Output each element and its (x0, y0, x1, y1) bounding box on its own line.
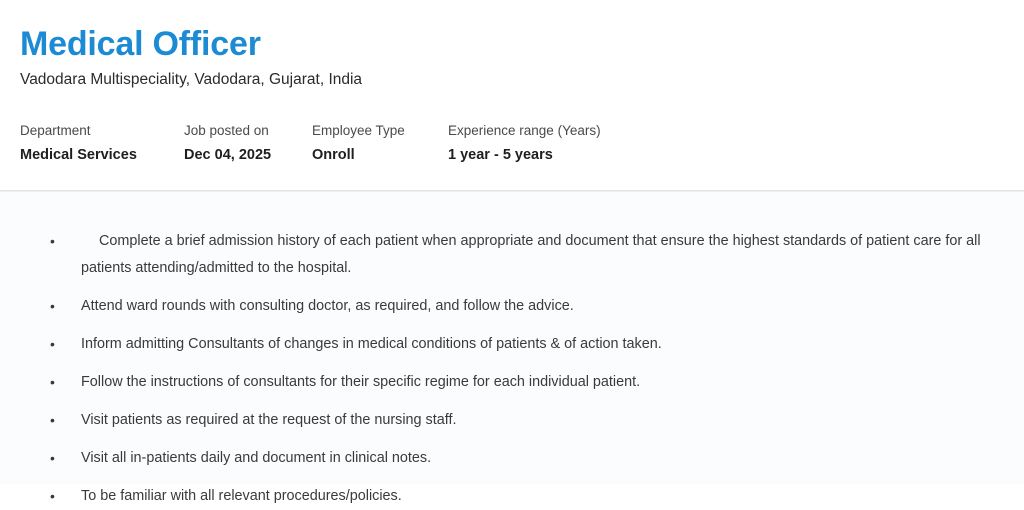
bullet-icon: • (50, 233, 55, 249)
job-location: Vadodara Multispeciality, Vadodara, Gujarat, India (20, 71, 363, 88)
list-item-text: Attend ward rounds with consulting doctor, as required, and follow the advice. (81, 298, 574, 314)
list-item (30, 331, 994, 358)
bullet-icon: • (50, 450, 55, 466)
meta-experience-range-label: Experience range (Years) (448, 123, 601, 138)
list-item (30, 445, 994, 472)
list-item (30, 228, 994, 282)
list-item-text: To be familiar with all relevant procedures/policies. (81, 488, 402, 504)
meta-employee-type (312, 122, 448, 164)
meta-experience-range (448, 122, 601, 164)
job-meta-row (20, 122, 1004, 164)
meta-employee-type-value: Onroll (312, 147, 355, 163)
meta-department-label: Department (20, 123, 91, 138)
list-item (30, 293, 994, 320)
job-description-section (0, 191, 1024, 504)
bullet-icon: • (50, 374, 55, 390)
list-item (30, 483, 994, 510)
list-item (30, 369, 994, 396)
meta-department-value: Medical Services (20, 147, 137, 163)
meta-job-posted-on (184, 122, 312, 164)
bullet-icon: • (50, 336, 55, 352)
bullet-icon: • (50, 488, 55, 504)
bullet-icon: • (50, 412, 55, 428)
meta-employee-type-label: Employee Type (312, 123, 405, 138)
job-header (0, 0, 1024, 190)
meta-job-posted-on-label: Job posted on (184, 123, 269, 138)
page-title: Medical Officer (20, 25, 261, 63)
meta-experience-range-value: 1 year - 5 years (448, 147, 553, 163)
responsibilities-list (30, 228, 994, 510)
meta-department (20, 122, 184, 164)
list-item (30, 407, 994, 434)
list-item-text: Follow the instructions of consultants for their specific regime for each individual patient. (81, 374, 641, 390)
bullet-icon: • (50, 298, 55, 314)
meta-job-posted-on-value: Dec 04, 2025 (184, 147, 272, 163)
list-item-text: Visit all in-patients daily and document in clinical notes. (81, 450, 432, 466)
list-item-text: Complete a brief admission history of each patient when appropriate and document that ensure the highest standards of patient care for all patients attending/admitted to the hospital. (81, 233, 981, 276)
list-item-text: Inform admitting Consultants of changes in medical conditions of patients & of action taken. (81, 336, 662, 352)
list-item-text: Visit patients as required at the request of the nursing staff. (81, 412, 457, 428)
